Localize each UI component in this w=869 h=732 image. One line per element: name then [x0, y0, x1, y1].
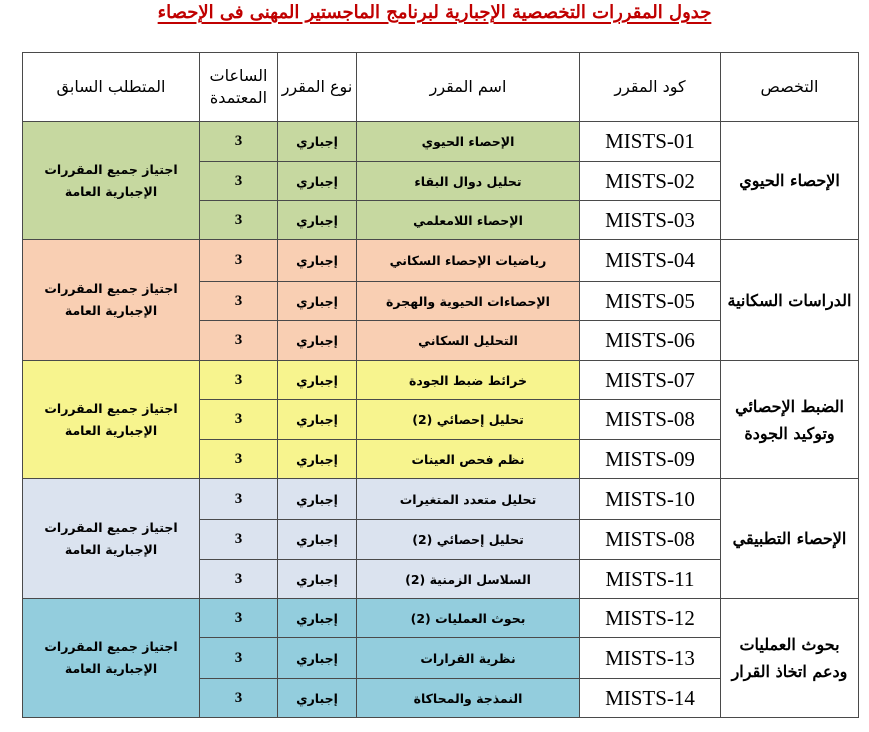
credit-hours-cell: 3 [200, 560, 278, 599]
course-name-cell: تحليل إحصائي (2) [357, 520, 580, 560]
course-name-cell: رياضيات الإحصاء السكاني [357, 240, 580, 282]
credit-hours-cell: 3 [200, 479, 278, 520]
credit-hours-cell: 3 [200, 321, 278, 361]
credit-hours-cell: 3 [200, 240, 278, 282]
course-type-cell: إجباري [278, 599, 357, 638]
header-row [23, 53, 859, 122]
course-name-cell: تحليل متعدد المتغيرات [357, 479, 580, 520]
course-type-cell: إجباري [278, 162, 357, 201]
course-type-cell: إجباري [278, 479, 357, 520]
credit-hours-cell: 3 [200, 400, 278, 440]
specialization-cell: الدراسات السكانية [721, 240, 859, 361]
credit-hours-cell: 3 [200, 599, 278, 638]
course-code-cell: MISTS-10 [580, 479, 721, 520]
table-row [23, 479, 859, 520]
header-course-code: كود المقرر [580, 53, 721, 122]
course-name-cell: الإحصاءات الحيوية والهجرة [357, 282, 580, 321]
course-code-cell: MISTS-14 [580, 679, 721, 718]
credit-hours-cell: 3 [200, 201, 278, 240]
course-type-cell: إجباري [278, 122, 357, 162]
course-type-cell: إجباري [278, 679, 357, 718]
course-code-cell: MISTS-02 [580, 162, 721, 201]
course-code-cell: MISTS-13 [580, 638, 721, 679]
specialization-cell: الإحصاء الحيوي [721, 122, 859, 240]
course-type-cell: إجباري [278, 400, 357, 440]
credit-hours-cell: 3 [200, 162, 278, 201]
course-type-cell: إجباري [278, 361, 357, 400]
course-code-cell: MISTS-07 [580, 361, 721, 400]
table-row [23, 122, 859, 162]
course-code-cell: MISTS-09 [580, 440, 721, 479]
credit-hours-cell: 3 [200, 361, 278, 400]
header-specialization: التخصص [721, 53, 859, 122]
course-code-cell: MISTS-06 [580, 321, 721, 361]
course-name-cell: نظرية القرارات [357, 638, 580, 679]
course-code-cell: MISTS-08 [580, 520, 721, 560]
course-type-cell: إجباري [278, 638, 357, 679]
credit-hours-cell: 3 [200, 282, 278, 321]
course-type-cell: إجباري [278, 321, 357, 361]
table-body [23, 122, 859, 718]
header-credit-hours: الساعات المعتمدة [200, 53, 278, 122]
course-name-cell: تحليل إحصائي (2) [357, 400, 580, 440]
course-code-cell: MISTS-08 [580, 400, 721, 440]
course-type-cell: إجباري [278, 520, 357, 560]
course-code-cell: MISTS-03 [580, 201, 721, 240]
course-type-cell: إجباري [278, 201, 357, 240]
credit-hours-cell: 3 [200, 440, 278, 479]
table-row [23, 599, 859, 638]
course-name-cell: الإحصاء اللامعلمي [357, 201, 580, 240]
prerequisite-cell: اجتياز جميع المقررات الإجبارية العامة [23, 361, 200, 479]
course-code-cell: MISTS-01 [580, 122, 721, 162]
course-code-cell: MISTS-12 [580, 599, 721, 638]
course-code-cell: MISTS-05 [580, 282, 721, 321]
credit-hours-cell: 3 [200, 679, 278, 718]
page-title [0, 2, 869, 34]
prerequisite-cell: اجتياز جميع المقررات الإجبارية العامة [23, 240, 200, 361]
prerequisite-cell: اجتياز جميع المقررات الإجبارية العامة [23, 122, 200, 240]
course-code-cell: MISTS-11 [580, 560, 721, 599]
prerequisite-cell: اجتياز جميع المقررات الإجبارية العامة [23, 599, 200, 718]
credit-hours-cell: 3 [200, 638, 278, 679]
prerequisite-cell: اجتياز جميع المقررات الإجبارية العامة [23, 479, 200, 599]
title-text: جدول المقررات التخصصية الإجبارية لبرنامج الماجستير المهنى فى الإحصاء [157, 2, 712, 23]
table-row [23, 240, 859, 282]
course-name-cell: النمذجة والمحاكاة [357, 679, 580, 718]
course-name-cell: الإحصاء الحيوي [357, 122, 580, 162]
course-type-cell: إجباري [278, 560, 357, 599]
credit-hours-cell: 3 [200, 520, 278, 560]
courses-table [22, 52, 859, 718]
specialization-cell: الضبط الإحصائي وتوكيد الجودة [721, 361, 859, 479]
course-name-cell: التحليل السكاني [357, 321, 580, 361]
credit-hours-cell: 3 [200, 122, 278, 162]
course-name-cell: بحوث العمليات (2) [357, 599, 580, 638]
header-course-type: نوع المقرر [278, 53, 357, 122]
specialization-cell: بحوث العمليات ودعم اتخاذ القرار [721, 599, 859, 718]
course-type-cell: إجباري [278, 440, 357, 479]
course-name-cell: خرائط ضبط الجودة [357, 361, 580, 400]
specialization-cell: الإحصاء التطبيقي [721, 479, 859, 599]
course-code-cell: MISTS-04 [580, 240, 721, 282]
course-name-cell: السلاسل الزمنية (2) [357, 560, 580, 599]
course-type-cell: إجباري [278, 282, 357, 321]
header-prerequisite: المتطلب السابق [23, 53, 200, 122]
course-name-cell: تحليل دوال البقاء [357, 162, 580, 201]
course-name-cell: نظم فحص العينات [357, 440, 580, 479]
header-course-name: اسم المقرر [357, 53, 580, 122]
course-type-cell: إجباري [278, 240, 357, 282]
table-row [23, 361, 859, 400]
